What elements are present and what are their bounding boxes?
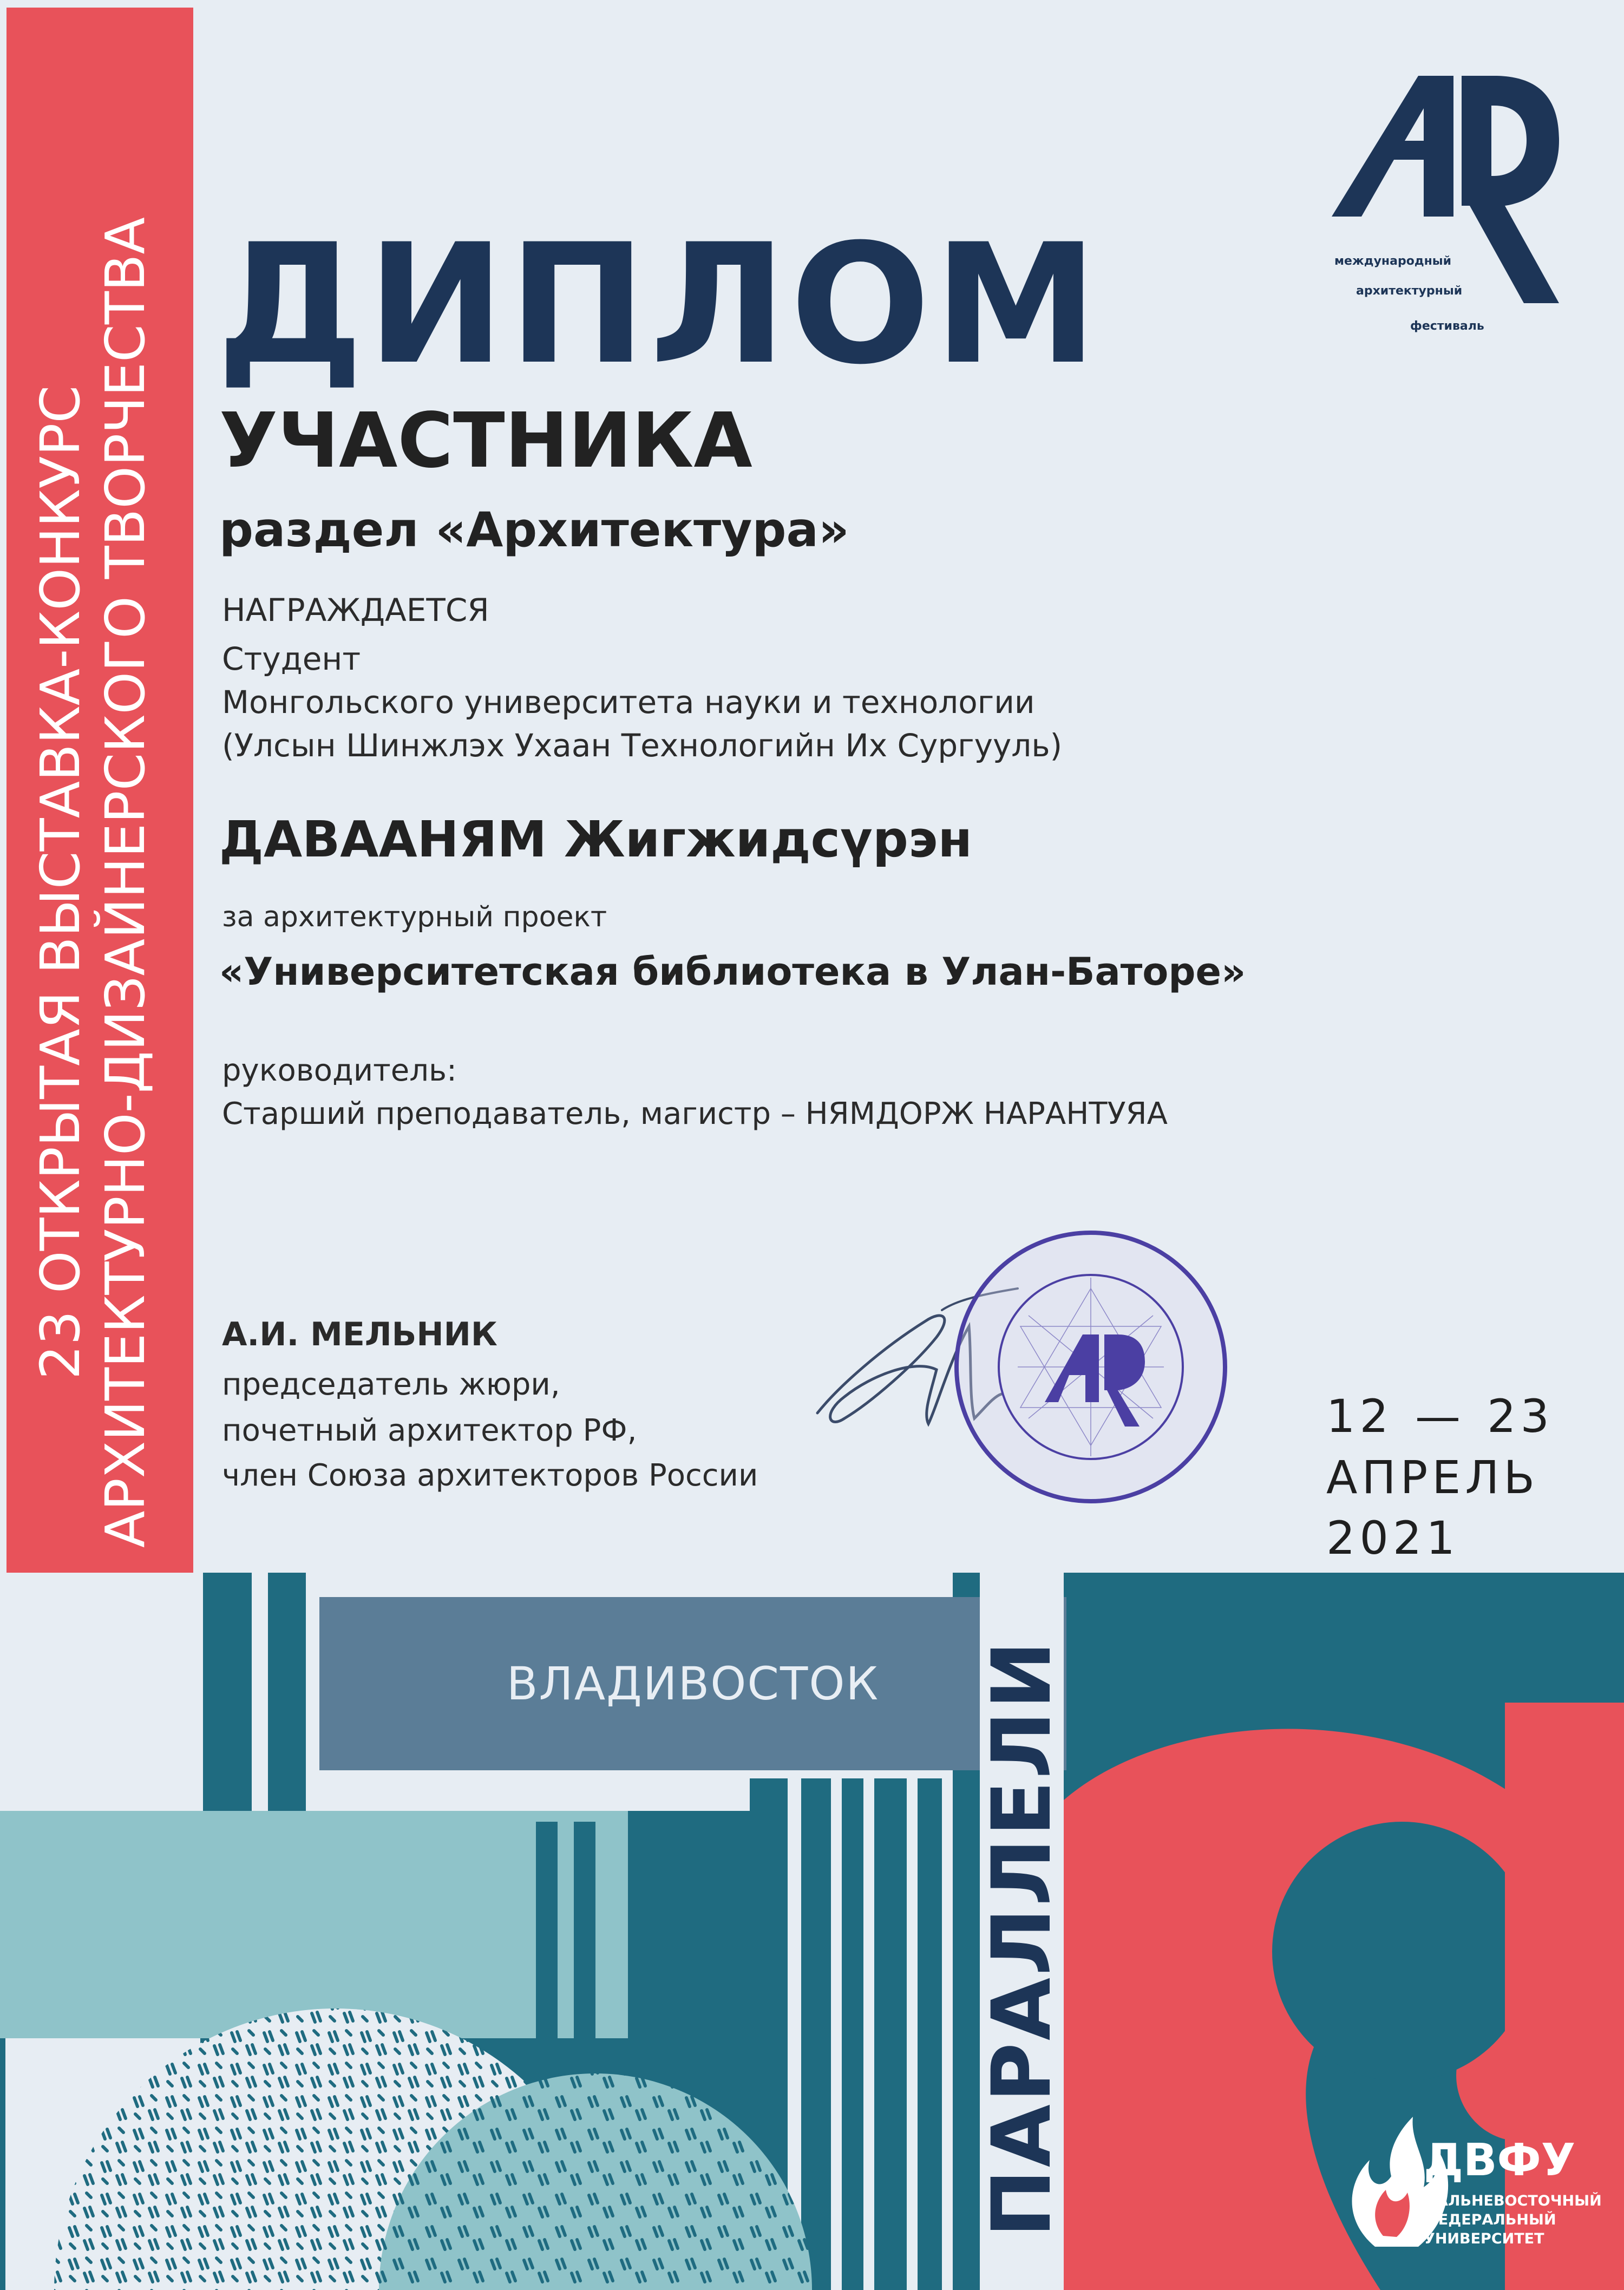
project-title: «Университетская библиотека в Улан-Баторе» bbox=[219, 950, 1246, 994]
vertical-title-line1: 23 ОТКРЫТАЯ ВЫСТАВКА-КОНКУРС bbox=[29, 385, 92, 1380]
section-label: раздел «Архитектура» bbox=[219, 502, 849, 558]
dvfu-subtitle-2: ФЕДЕРАЛЬНЫЙ bbox=[1424, 2212, 1556, 2228]
signatory-role-1: председатель жюри, bbox=[222, 1367, 560, 1402]
diploma-subtitle: УЧАСТНИКА bbox=[219, 397, 752, 485]
diploma-title: ДИПЛОМ bbox=[217, 208, 1102, 401]
signatory-name: А.И. МЕЛЬНИК bbox=[222, 1316, 497, 1353]
vertical-title-line2: АРХИТЕКТУРНО-ДИЗАЙНЕРСКОГО ТВОРЧЕСТВА bbox=[94, 217, 157, 1548]
awarded-label: НАГРАЖДАЕТСЯ bbox=[222, 592, 489, 629]
dates-range: 12 — 23 bbox=[1326, 1390, 1554, 1443]
city-banner bbox=[319, 1597, 1066, 1770]
dates-month: АПРЕЛЬ bbox=[1326, 1450, 1540, 1504]
event-dates bbox=[1326, 1386, 1554, 1569]
vertical-title bbox=[28, 32, 158, 1732]
dvfu-subtitle-3: УНИВЕРСИТЕТ bbox=[1424, 2230, 1544, 2247]
signatory-role-3: член Союза архитекторов России bbox=[222, 1458, 758, 1493]
ar-monogram-icon bbox=[1332, 60, 1559, 341]
dvfu-subtitle-1: ДАЛЬНЕВОСТОЧНЫЙ bbox=[1424, 2193, 1602, 2209]
recipient-name: ДАВААНЯМ Жигжидсүрэн bbox=[219, 810, 973, 868]
university-name-mongolian: (Улсын Шинжлэх Ухаан Технологийн Их Сургууль) bbox=[222, 727, 1063, 764]
dvfu-name: ДВФУ bbox=[1424, 2135, 1576, 2186]
festival-name: ПАРАЛЛЕЛИ bbox=[975, 1639, 1069, 2237]
signatory-role-2: почетный архитектор РФ, bbox=[222, 1413, 637, 1448]
city-label: ВЛАДИВОСТОК bbox=[506, 1657, 880, 1710]
supervisor-label: руководитель: bbox=[222, 1053, 457, 1088]
arch-pacific-seal bbox=[953, 1229, 1229, 1505]
project-intro: за архитектурный проект bbox=[222, 901, 607, 933]
festival-logo-line3: фестиваль bbox=[1410, 319, 1484, 333]
supervisor-name: Старший преподаватель, магистр – НЯМДОРЖ НАРАНТУЯА bbox=[222, 1096, 1168, 1131]
festival-logo-line1: международный bbox=[1334, 254, 1452, 268]
university-name: Монгольского университета науки и технологии bbox=[222, 684, 1035, 721]
recipient-role: Студент bbox=[222, 640, 361, 677]
festival-logo-line2: архитектурный bbox=[1356, 284, 1463, 298]
dates-year: 2021 bbox=[1326, 1512, 1459, 1565]
